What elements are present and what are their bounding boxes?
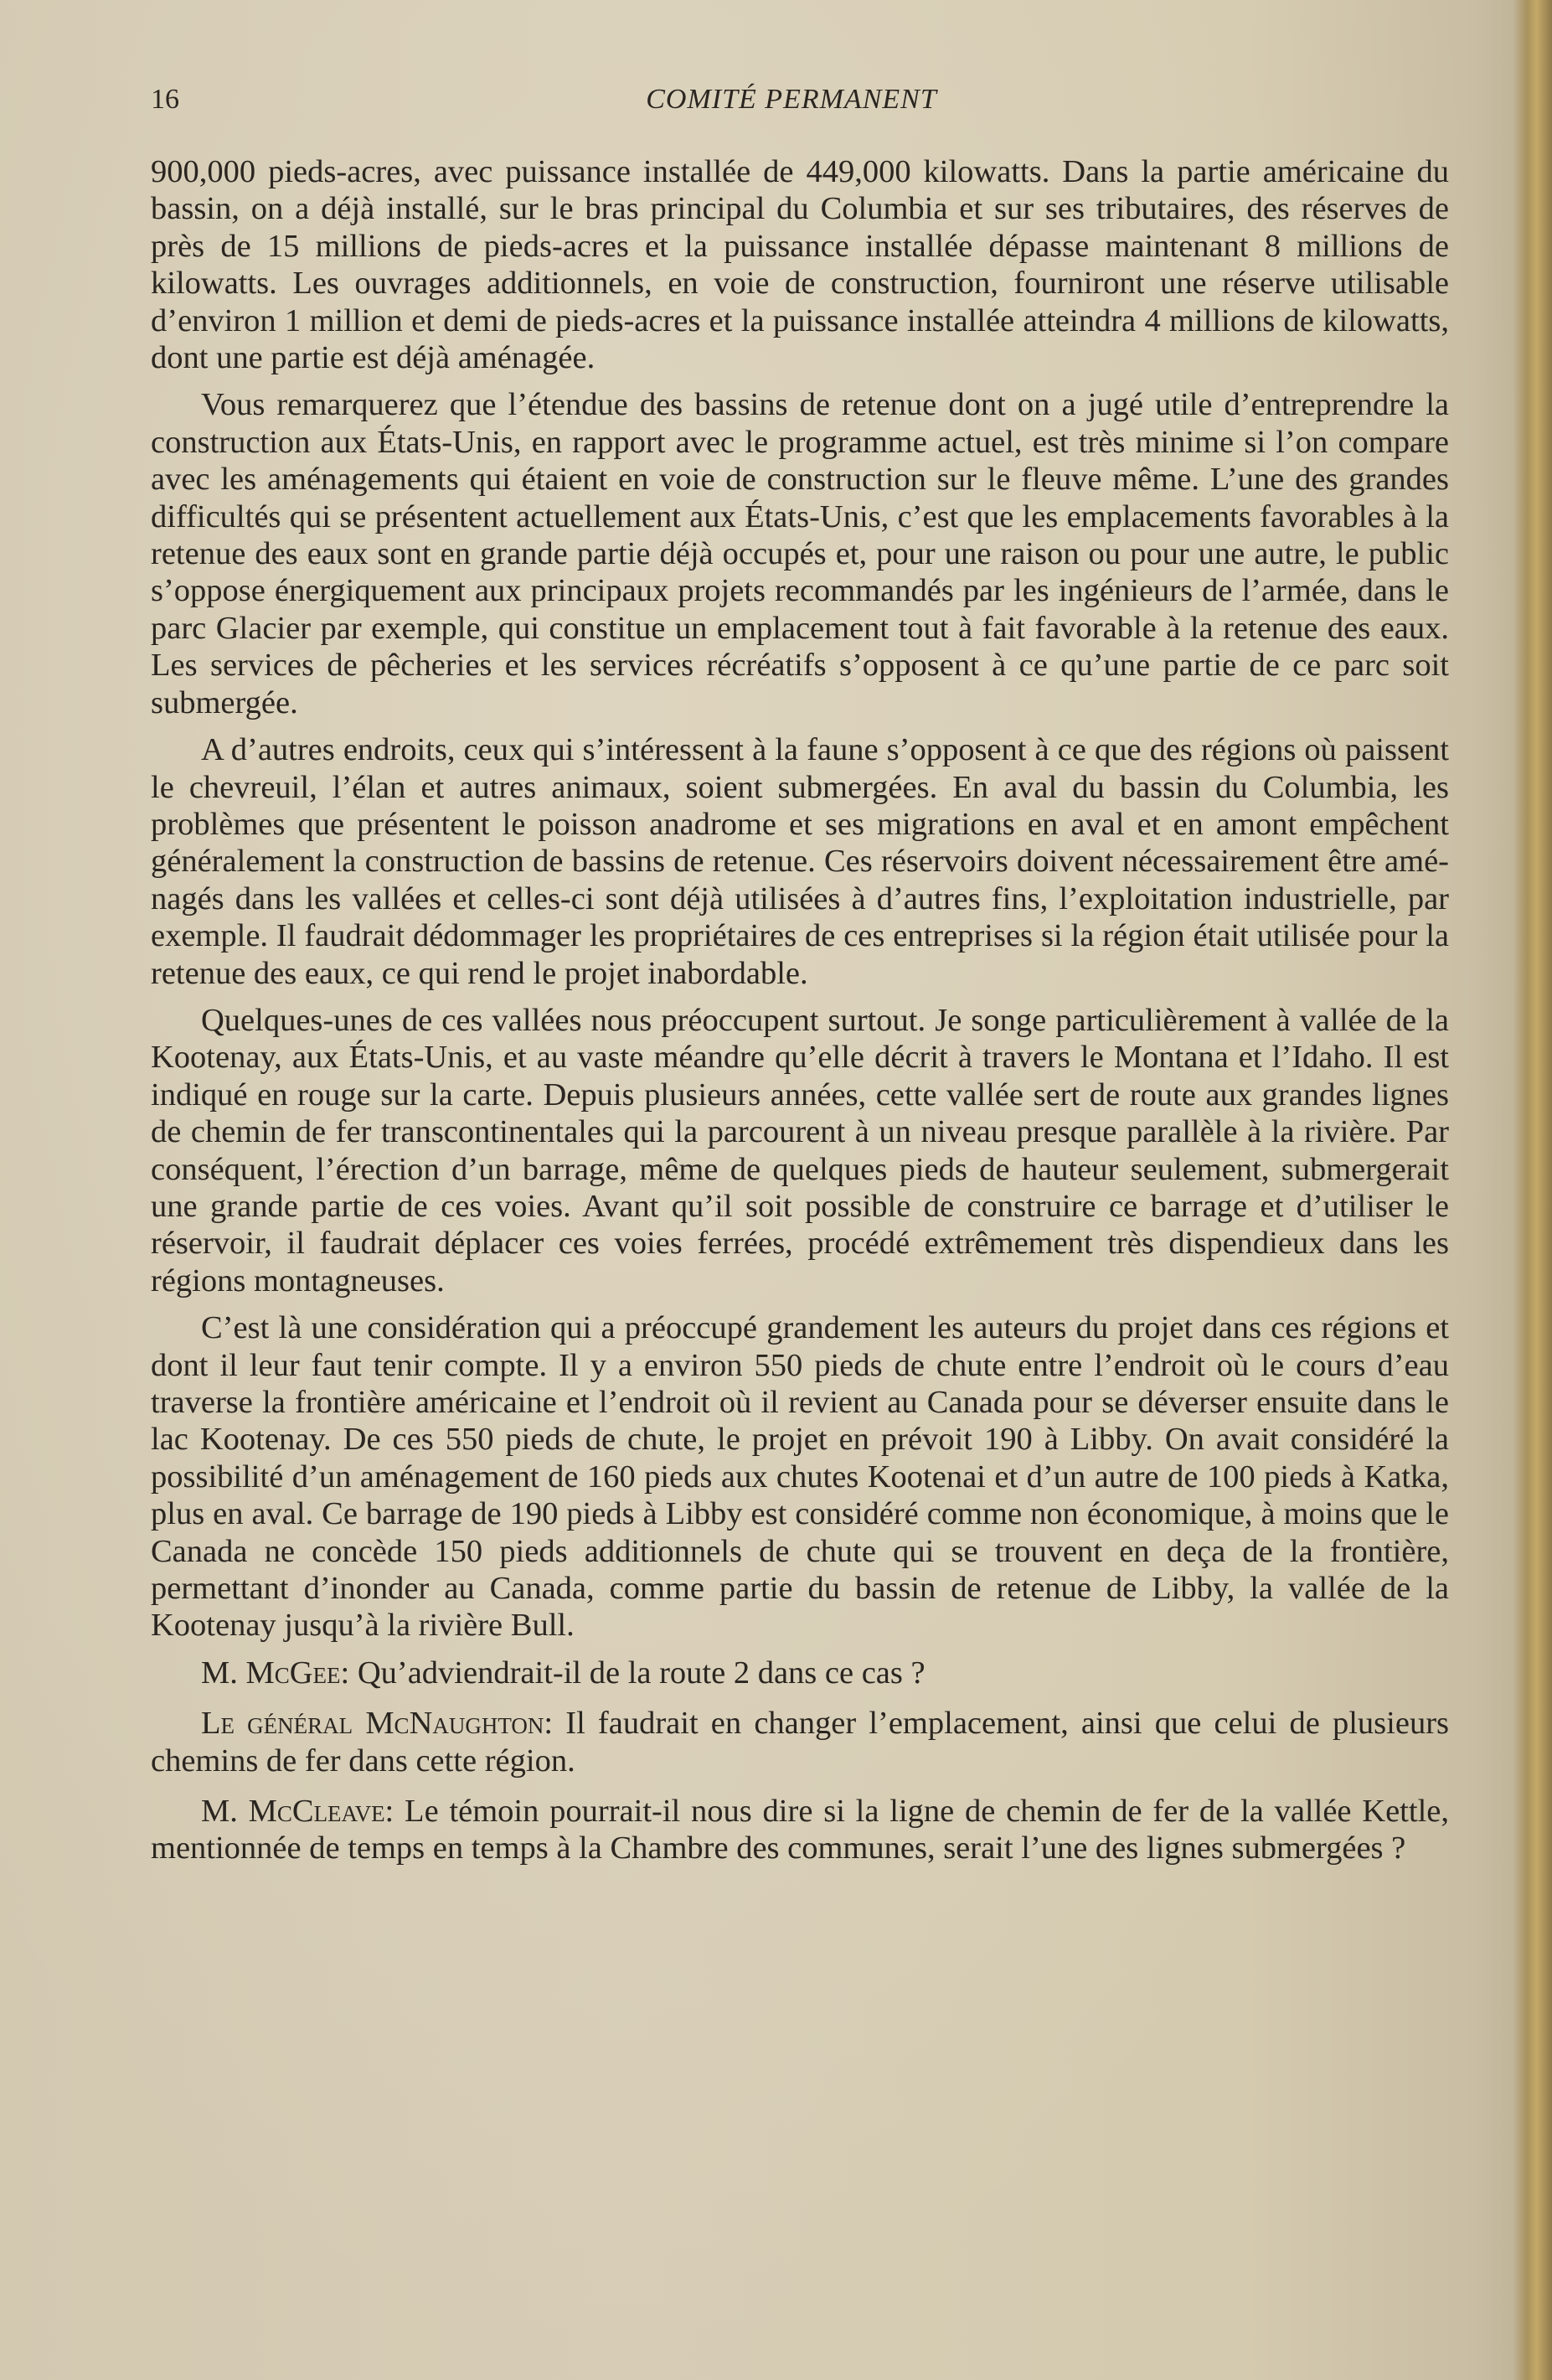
paragraph: A d’autres endroits, ceux qui s’intéressent à la faune s’opposent à ce que des régions où paissent le chevreuil, l’élan et autres animaux, soient submergées. En aval du bassin du Columbia, les problèmes que présentent le poisson anadrome et ses migrations en aval et en amont empêchent généralement la construction de bassins de retenue. Ces réservoirs doivent nécessairement être aménagés dans les vallées et celles-ci sont déjà utilisées à d’autres fins, l’exploitation industrielle, par exemple. Il faudrait dédommager les propriétaires de ces entreprises si la région était utilisée pour la retenue des eaux, ce qui rend le projet inabordable. bbox=[151, 732, 1449, 991]
paragraph: C’est là une considération qui a préoccupé grandement les auteurs du projet dans ces régions et dont il leur faut tenir compte. Il y a environ 550 pieds de chute entre l’endroit où le cours d’eau traverse la frontière américaine et l’endroit où il revient au Canada pour se déverser ensuite dans le lac Kootenay. De ces 550 pieds de chute, le projet en prévoit 190 à Libby. On avait considéré la possibilité d’un aménagement de 160 pieds aux chutes Kootenai et d’un autre de 100 pieds à Katka, plus en aval. Ce barrage de 190 pieds à Libby est considéré comme non économique, à moins que le Canada ne concède 150 pieds additionnels de chute qui se trouvent en deça de la frontière, permettant d’inonder au Canada, comme partie du bassin de retenue de Libby, la vallée de la Kootenay jusqu’à la rivière Bull. bbox=[151, 1310, 1449, 1644]
running-title: COMITÉ PERMANENT bbox=[646, 84, 937, 115]
dialogue-line bbox=[151, 1705, 1449, 1779]
paragraph: Vous remarquerez que l’étendue des bassins de retenue dont on a jugé utile d’entreprendre la construction aux États-Unis, en rapport avec le programme actuel, est très minime si l’on compare avec les aménagements qui étaient en voie de construction sur le fleuve même. L’une des grandes difficultés qui se présentent actuellement aux États-Unis, c’est que les emplacements favorables à la retenue des eaux sont en grande partie déjà occupés et, pour une raison ou pour une autre, le public s’oppose énergiquement aux principaux projets recommandés par les ingénieurs de l’armée, dans le parc Glacier par exemple, qui constitue un emplacement tout à fait favorable à la retenue des eaux. Les services de pêcheries et les services récréatifs s’opposent à ce qu’une partie de ce parc soit submergée. bbox=[151, 387, 1449, 720]
body-text bbox=[151, 153, 1449, 1881]
dialogue-text: Le témoin pourrait-il nous dire si la ligne de chemin de fer de la vallée Kettle, mentionnée de temps en temps à la Chambre des communes, serait l’une des lignes submergées ? bbox=[151, 1794, 1449, 1866]
speaker-name: Le général McNaughton: bbox=[201, 1706, 554, 1742]
paragraph: Quelques-unes de ces vallées nous préoccupent surtout. Je songe particulièrement à vallée de la Kootenay, aux États-Unis, et au vaste méandre qu’elle décrit à travers le Montana et l’Idaho. Il est indiqué en rouge sur la carte. Depuis plusieurs années, cette vallée sert de route aux grandes lignes de chemin de fer transcontinentales qui la parcourent à un niveau presque parallèle à la rivière. Par conséquent, l’érection d’un barrage, même de quelques pieds de hauteur seulement, submergerait une grande partie de ces voies. Avant qu’il soit possible de construire ce barrage et d’utiliser le réservoir, il faudrait déplacer ces voies ferrées, procédé extrêmement très dispendieux dans les régions montagneuses. bbox=[151, 1002, 1449, 1298]
page-number: 16 bbox=[151, 84, 179, 115]
dialogue-line bbox=[151, 1793, 1449, 1867]
speaker-name: M. McGee: bbox=[201, 1655, 350, 1691]
dialogue-text: Il faudrait en changer l’emplacement, ainsi que celui de plusieurs chemins de fer dans cette région. bbox=[151, 1706, 1450, 1779]
page-header bbox=[151, 84, 1432, 124]
dialogue-text: Qu’adviendrait-il de la route 2 dans ce cas ? bbox=[349, 1655, 926, 1691]
page-edge-shadow bbox=[1513, 0, 1552, 2380]
dialogue-line bbox=[151, 1655, 1449, 1691]
speaker-name: M. McCleave: bbox=[201, 1794, 394, 1830]
paragraph: 900,000 pieds-acres, avec puissance installée de 449,000 kilowatts. Dans la partie américaine du bassin, on a déjà installé, sur le bras principal du Columbia et sur ses tributaires, des réserves de près de 15 millions de pieds-acres et la puissance installée dépasse maintenant 8 millions de kilowatts. Les ouvrages additionnels, en voie de construction, fourniront une réserve utilisable d’environ 1 million et demi de pieds-acres et la puissance installée atteindra 4 millions de kilowatts, dont une partie est déjà aménagée. bbox=[151, 154, 1449, 376]
